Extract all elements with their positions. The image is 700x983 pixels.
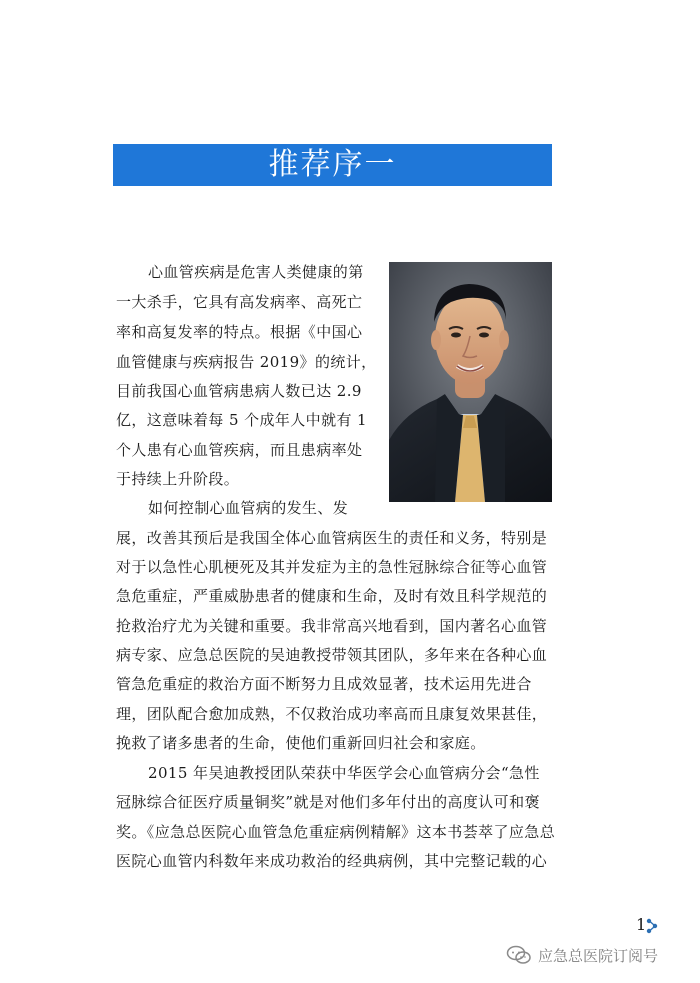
paragraph-1-line-3: 率和高复发率的特点。根据《中国心 bbox=[116, 323, 363, 341]
page-number: 1 bbox=[636, 915, 647, 934]
paragraph-1-line-5: 目前我国心血管病患病人数已达 2.9 bbox=[116, 382, 362, 400]
paragraph-1-line-1: 心血管疾病是危害人类健康的第 bbox=[148, 263, 364, 281]
paragraph-2-line-7: 管急危重症的救治方面不断努力且成效显著，技术运用先进合 bbox=[116, 675, 532, 693]
paragraph-3-line-3: 奖。《应急总医院心血管急危重症病例精解》这本书荟萃了应急总 bbox=[116, 823, 556, 841]
paragraph-2-line-3: 对于以急性心肌梗死及其并发症为主的急性冠脉综合征等心血管 bbox=[116, 558, 548, 576]
paragraph-1-line-2: 一大杀手，它具有高发病率、高死亡 bbox=[116, 293, 363, 311]
paragraph-2-line-8: 理，团队配合愈加成熟，不仅救治成功率高而且康复效果甚佳， bbox=[116, 705, 548, 723]
paragraph-3-line-1: 2015 年吴迪教授团队荣获中华医学会心血管病分会“急性 bbox=[148, 764, 540, 782]
paragraph-2-line-1: 如何控制心血管病的发生、发 bbox=[148, 499, 349, 517]
page-title: 推荐序一 bbox=[268, 147, 397, 182]
paragraph-2-line-6: 病专家、应急总医院的吴迪教授带领其团队，多年来在各种心血 bbox=[116, 646, 548, 664]
paragraph-3-line-2: 冠脉综合征医疗质量铜奖”就是对他们多年付出的高度认可和褒 bbox=[116, 793, 540, 811]
wechat-account-name: 应急总医院订阅号 bbox=[538, 946, 659, 965]
portrait-illustration bbox=[389, 262, 552, 502]
paragraph-1-line-7: 个人患有心血管疾病，而且患病率处 bbox=[116, 441, 363, 459]
paragraph-1-line-4: 血管健康与疾病报告 2019》的统计， bbox=[116, 353, 377, 371]
wechat-icon bbox=[506, 945, 532, 965]
paragraph-2-line-2: 展，改善其预后是我国全体心血管病医生的责任和义务，特别是 bbox=[116, 529, 548, 547]
author-portrait bbox=[389, 262, 552, 502]
page-number-decoration-icon bbox=[646, 916, 659, 936]
paragraph-2-line-4: 急危重症，严重威胁患者的健康和生命，及时有效且科学规范的 bbox=[116, 587, 548, 605]
wechat-watermark bbox=[506, 942, 696, 968]
title-banner bbox=[113, 144, 552, 186]
paragraph-1-line-6: 亿，这意味着每 5 个成年人中就有 1 bbox=[116, 411, 367, 429]
paragraph-1-line-8: 于持续上升阶段。 bbox=[116, 470, 240, 488]
paragraph-3-line-4: 医院心血管内科数年来成功救治的经典病例，其中完整记载的心 bbox=[116, 852, 548, 870]
paragraph-2-line-9: 挽救了诸多患者的生命，使他们重新回归社会和家庭。 bbox=[116, 734, 486, 752]
paragraph-2-line-5: 抢救治疗尤为关键和重要。我非常高兴地看到，国内著名心血管 bbox=[116, 617, 548, 635]
